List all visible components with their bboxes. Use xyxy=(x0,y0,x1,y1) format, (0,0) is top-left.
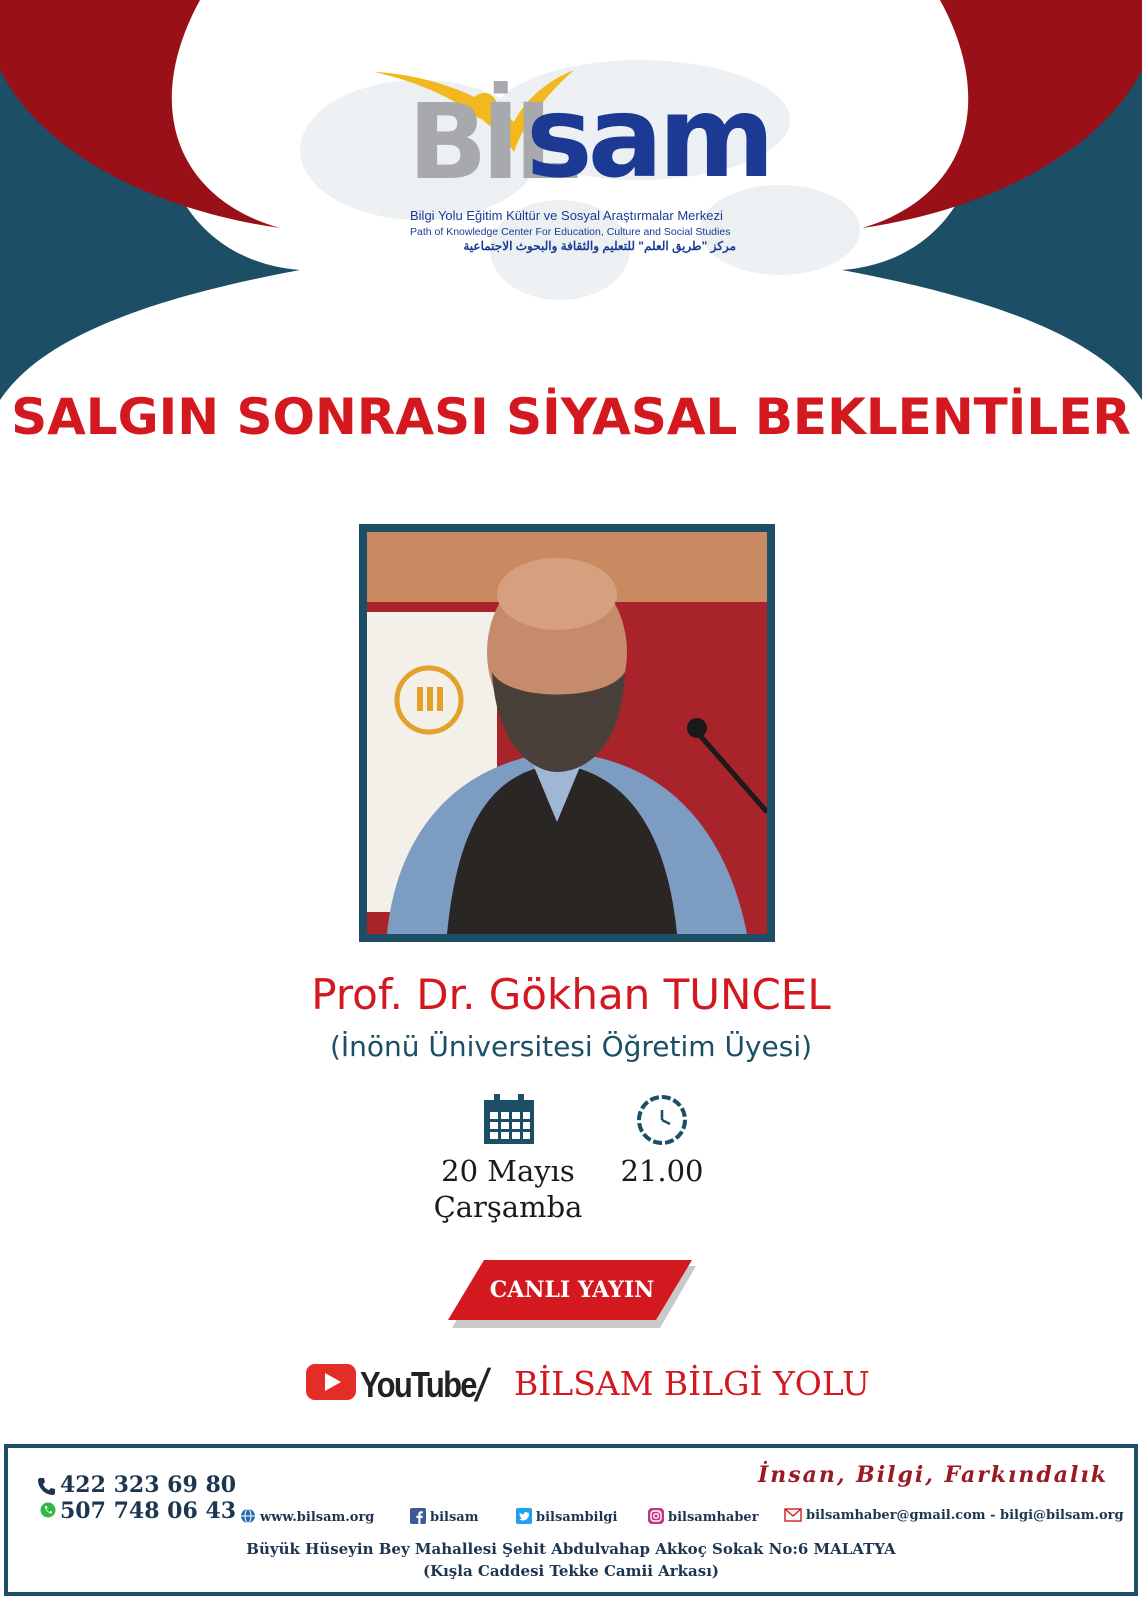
speaker-photo-frame xyxy=(359,524,775,942)
live-broadcast-badge xyxy=(448,1260,696,1328)
bilsam-logo xyxy=(360,62,770,272)
address-line-2: (Kışla Caddesi Tekke Camii Arkası) xyxy=(422,1562,720,1580)
phone-number-whatsapp[interactable]: 507 748 06 43 xyxy=(60,1498,237,1524)
logo-tagline-tr: Bilgi Yolu Eğitim Kültür ve Sosyal Araştırmalar Merkezi xyxy=(410,208,723,223)
speaker-photo xyxy=(367,532,767,934)
email-link[interactable] xyxy=(784,1508,1124,1523)
website-text: www.bilsam.org xyxy=(260,1510,375,1525)
twitter-icon xyxy=(516,1508,532,1524)
address-line-1: Büyük Hüseyin Bey Mahallesi Şehit Abdulvahap Akkoç Sokak No:6 MALATYA xyxy=(246,1540,896,1558)
channel-name: BİLSAM BİLGİ YOLU xyxy=(514,1364,870,1403)
instagram-text: bilsamhaber xyxy=(668,1510,759,1525)
twitter-text: bilsambilgi xyxy=(536,1510,618,1525)
whatsapp-icon xyxy=(40,1502,56,1518)
phone-icon xyxy=(36,1476,56,1496)
logo-tagline-ar: مركز "طريق العلم" للتعليم والثقافة والبحوث الاجتماعية xyxy=(463,239,736,253)
facebook-text: bilsam xyxy=(430,1510,479,1525)
youtube-icon xyxy=(306,1364,356,1400)
instagram-icon xyxy=(648,1508,664,1524)
instagram-link[interactable] xyxy=(648,1508,759,1525)
event-time: 21.00 xyxy=(620,1154,704,1188)
facebook-link[interactable] xyxy=(410,1508,478,1525)
event-title: SALGIN SONRASI SİYASAL BEKLENTİLER xyxy=(11,388,1131,446)
event-date: 20 Mayıs xyxy=(441,1154,575,1188)
live-broadcast-label: CANLI YAYIN xyxy=(489,1277,655,1303)
website-link[interactable] xyxy=(240,1508,374,1525)
slogan: İnsan, Bilgi, Farkındalık xyxy=(757,1462,1108,1488)
twitter-link[interactable] xyxy=(516,1508,617,1525)
logo-text-sam: sam xyxy=(526,73,770,203)
logo-text-bil: BİL xyxy=(408,81,575,203)
globe-icon xyxy=(240,1508,256,1524)
event-day: Çarşamba xyxy=(433,1190,583,1224)
calendar-icon xyxy=(482,1092,536,1146)
phone-number-landline[interactable]: 422 323 69 80 xyxy=(60,1472,237,1498)
speaker-name: Prof. Dr. Gökhan TUNCEL xyxy=(311,970,831,1019)
channel-separator: / xyxy=(472,1359,493,1411)
clock-icon xyxy=(636,1094,688,1146)
email-text: bilsamhaber@gmail.com - bilgi@bilsam.org xyxy=(806,1508,1124,1523)
mail-icon xyxy=(784,1508,802,1522)
youtube-wordmark: YouTube xyxy=(360,1364,476,1405)
speaker-affiliation: (İnönü Üniversitesi Öğretim Üyesi) xyxy=(329,1030,813,1063)
logo-tagline-en: Path of Knowledge Center For Education, Culture and Social Studies xyxy=(410,226,731,238)
facebook-icon xyxy=(410,1508,426,1524)
contact-footer xyxy=(4,1444,1138,1596)
